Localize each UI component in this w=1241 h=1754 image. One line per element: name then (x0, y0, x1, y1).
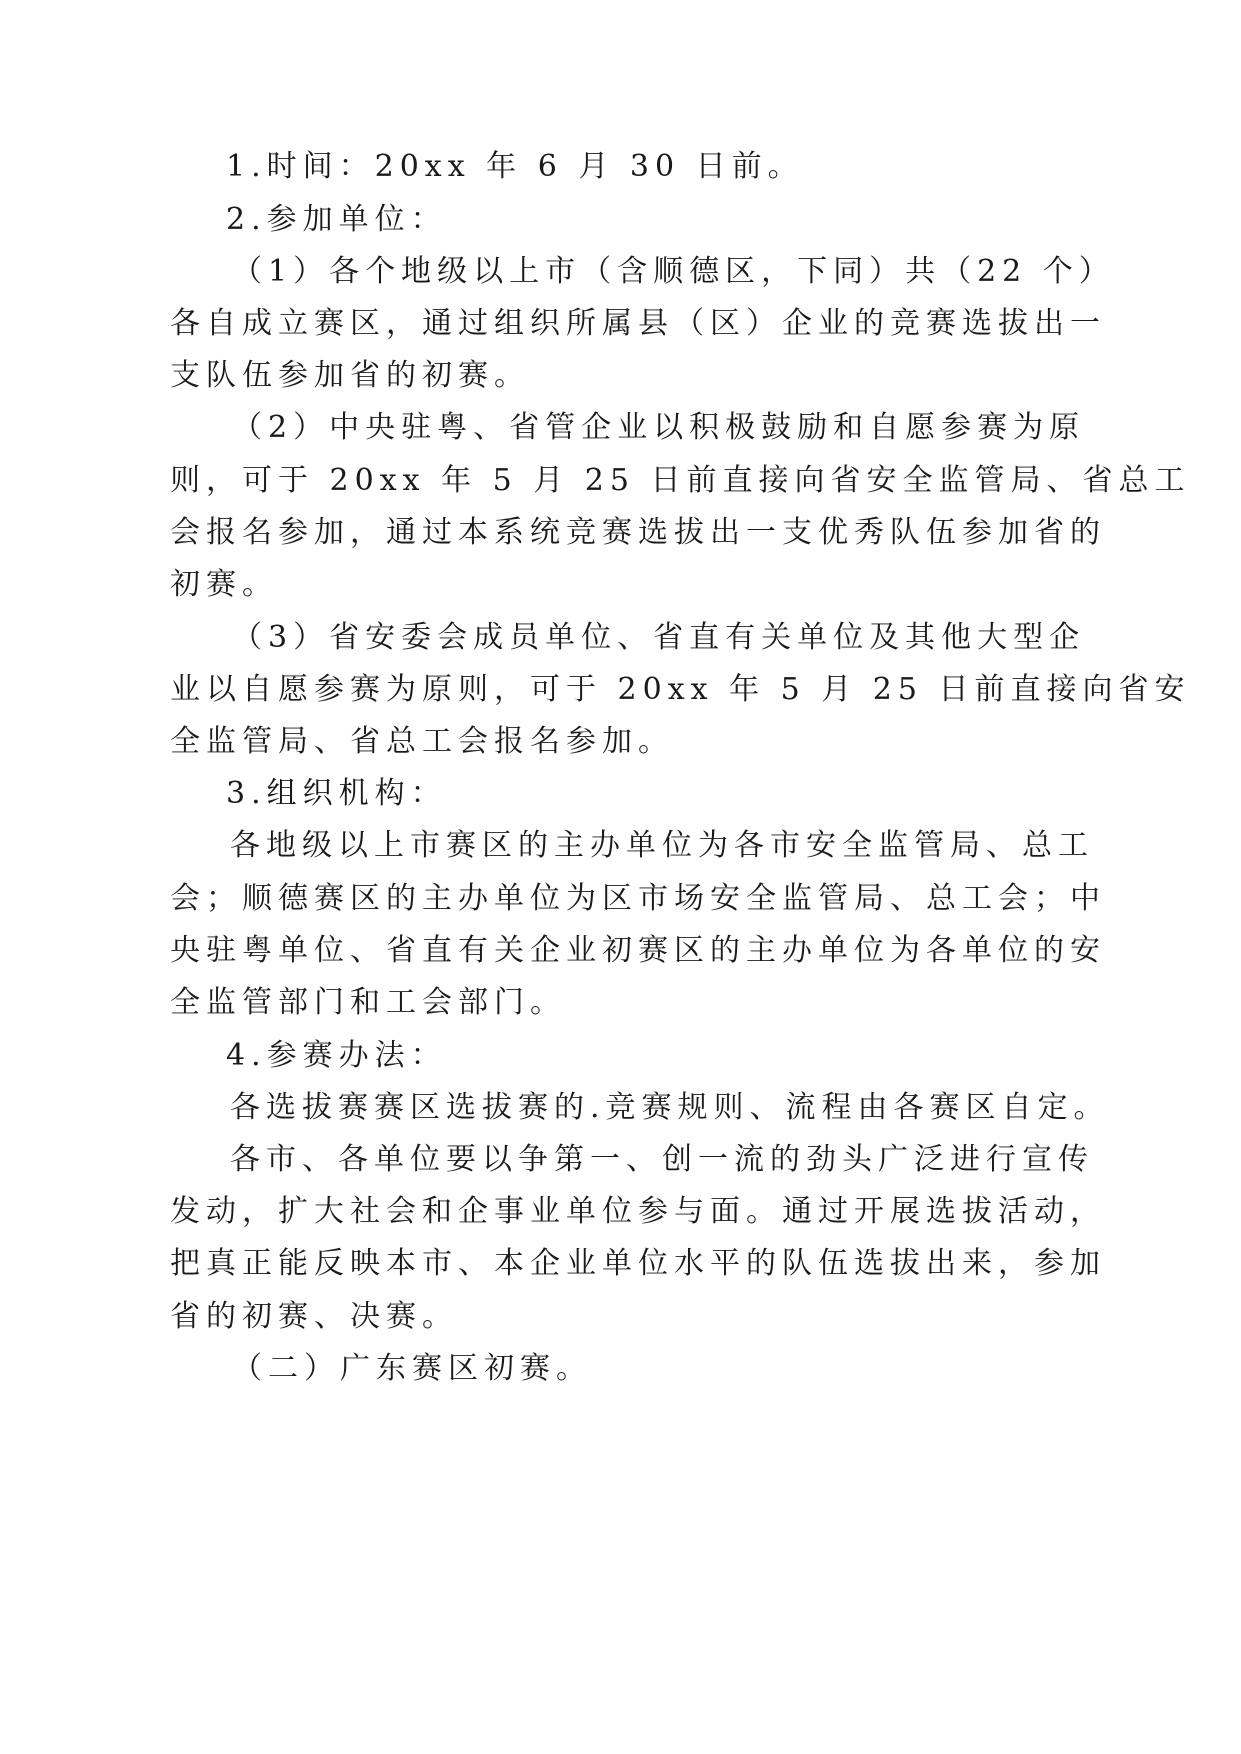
text-line-16: 央驻粤单位、省直有关企业初赛区的主办单位为各单位的安 (170, 933, 1106, 968)
text-line-19: 各选拔赛赛区选拔赛的.竞赛规则、流程由各赛区自定。 (230, 1090, 1110, 1125)
text-line-11: 业以自愿参赛为原则，可于 20xx 年 5 月 25 日前直接向省安 (170, 672, 1191, 707)
text-line-22: 把真正能反映本市、本企业单位水平的队伍选拔出来，参加 (170, 1246, 1106, 1281)
text-line-17: 全监管部门和工会部门。 (170, 985, 566, 1020)
text-line-10: （3）省安委会成员单位、省直有关单位及其他大型企 (232, 620, 1086, 655)
text-line-8: 会报名参加，通过本系统竞赛选拔出一支优秀队伍参加省的 (170, 515, 1106, 550)
text-line-6: （2）中央驻粤、省管企业以积极鼓励和自愿参赛为原 (232, 410, 1086, 445)
text-line-2: 2.参加单位： (226, 202, 447, 237)
text-line-4: 各自成立赛区，通过组织所属县（区）企业的竞赛选拔出一 (170, 306, 1106, 341)
text-line-9: 初赛。 (170, 567, 278, 602)
text-line-12: 全监管局、省总工会报名参加。 (170, 724, 674, 759)
text-line-5: 支队伍参加省的初赛。 (170, 358, 530, 393)
text-line-18: 4.参赛办法： (226, 1038, 447, 1073)
text-line-23: 省的初赛、决赛。 (170, 1299, 458, 1334)
text-line-3: （1）各个地级以上市（含顺德区，下同）共（22 个） (232, 254, 1115, 289)
text-line-13: 3.组织机构： (226, 776, 447, 811)
text-line-20: 各市、各单位要以争第一、创一流的劲头广泛进行宣传 (230, 1142, 1094, 1177)
text-line-15: 会；顺德赛区的主办单位为区市场安全监管局、总工会；中 (170, 881, 1106, 916)
text-line-21: 发动，扩大社会和企事业单位参与面。通过开展选拔活动， (170, 1194, 1106, 1229)
text-line-7: 则，可于 20xx 年 5 月 25 日前直接向省安全监管局、省总工 (170, 463, 1191, 498)
text-line-24: （二）广东赛区初赛。 (232, 1351, 592, 1386)
text-line-1: 1.时间：20xx 年 6 月 30 日前。 (226, 149, 804, 184)
text-line-14: 各地级以上市赛区的主办单位为各市安全监管局、总工 (230, 828, 1094, 863)
